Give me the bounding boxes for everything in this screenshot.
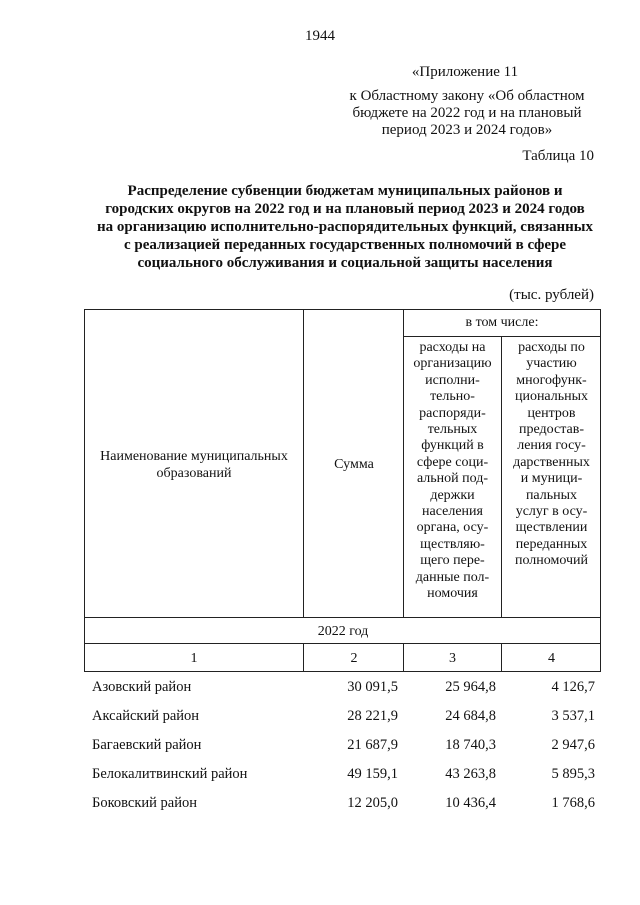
column-header-sum: Сумма bbox=[334, 457, 374, 472]
row-name: Боковский район bbox=[92, 795, 197, 811]
grid-line-right bbox=[600, 309, 601, 672]
column-header-executive-functions bbox=[404, 340, 501, 603]
page-number: 1944 bbox=[305, 28, 335, 44]
table-row bbox=[0, 766, 640, 786]
column-number: 4 bbox=[548, 651, 555, 666]
row-name: Багаевский район bbox=[92, 737, 202, 753]
appendix-desc-line: бюджете на 2022 год и на плановый bbox=[352, 105, 582, 121]
header-line: предостав- bbox=[519, 422, 584, 438]
row-sum: 49 159,1 bbox=[347, 766, 398, 782]
row-executive-functions: 25 964,8 bbox=[445, 679, 496, 695]
header-line: ления госу- bbox=[517, 438, 586, 454]
header-line: держки bbox=[430, 487, 475, 503]
row-executive-functions: 24 684,8 bbox=[445, 708, 496, 724]
row-mfc-services: 3 537,1 bbox=[551, 708, 595, 724]
grid-line-including bbox=[403, 336, 601, 337]
table-row bbox=[0, 708, 640, 728]
row-mfc-services: 4 126,7 bbox=[551, 679, 595, 695]
header-line: данные пол- bbox=[415, 569, 490, 585]
row-sum: 30 091,5 bbox=[347, 679, 398, 695]
appendix-desc-line: к Областному закону «Об областном bbox=[349, 88, 585, 104]
row-sum: 28 221,9 bbox=[347, 708, 398, 724]
grid-line-col3-lower bbox=[501, 643, 502, 672]
title-line: на организацию исполнительно-распорядительных функций, связанных bbox=[96, 219, 594, 235]
header-line: организацию bbox=[413, 356, 492, 372]
row-mfc-services: 1 768,6 bbox=[551, 795, 595, 811]
header-line: циональных bbox=[514, 389, 589, 405]
header-line: образований bbox=[156, 466, 232, 481]
row-mfc-services: 2 947,6 bbox=[551, 737, 595, 753]
units-label: (тыс. рублей) bbox=[509, 287, 594, 303]
header-line: альной под- bbox=[416, 471, 489, 487]
header-line: Наименование муниципальных bbox=[100, 449, 288, 464]
column-number: 2 bbox=[350, 651, 358, 666]
header-line: населения bbox=[422, 504, 483, 520]
row-name: Аксайский район bbox=[92, 708, 200, 724]
grid-line-col3-upper bbox=[501, 336, 502, 618]
header-line: многофунк- bbox=[516, 372, 587, 388]
appendix-desc-line: период 2023 и 2024 годов» bbox=[381, 122, 553, 138]
header-line: органа, осу- bbox=[416, 520, 489, 536]
row-name: Белокалитвинский район bbox=[92, 766, 248, 782]
header-line: центров bbox=[527, 405, 576, 421]
table-label: Таблица 10 bbox=[522, 148, 594, 164]
header-line: и муници- bbox=[520, 471, 583, 487]
grid-line-left bbox=[84, 309, 85, 672]
grid-line-col1-upper bbox=[303, 309, 304, 618]
header-line: номочия bbox=[427, 586, 478, 602]
header-line: функций в bbox=[421, 438, 484, 454]
grid-line-before-year bbox=[84, 617, 601, 618]
title-line: социального обслуживания и социальной защиты населения bbox=[137, 255, 553, 271]
appendix-title: «Приложение 11 bbox=[411, 64, 519, 80]
grid-line-col1-lower bbox=[303, 643, 304, 672]
header-line: ществлении bbox=[515, 520, 588, 536]
header-line: тельных bbox=[427, 422, 478, 438]
row-executive-functions: 18 740,3 bbox=[445, 737, 496, 753]
table-row bbox=[0, 795, 640, 815]
appendix-description bbox=[322, 88, 612, 139]
document-title bbox=[80, 182, 610, 272]
year-row: 2022 год bbox=[317, 624, 369, 639]
column-header-name bbox=[86, 448, 302, 482]
header-line: сфере соци- bbox=[416, 454, 489, 470]
header-line: участию bbox=[526, 356, 577, 372]
row-executive-functions: 43 263,8 bbox=[445, 766, 496, 782]
header-line: тельно- bbox=[430, 389, 475, 405]
header-line: ществляю- bbox=[420, 536, 485, 552]
grid-line-top bbox=[84, 309, 601, 310]
header-line: дарственных bbox=[513, 454, 590, 470]
row-name: Азовский район bbox=[92, 679, 192, 695]
header-line: расходы на bbox=[419, 340, 486, 355]
row-executive-functions: 10 436,4 bbox=[445, 795, 496, 811]
title-line: с реализацией переданных государственных полномочий в сфере bbox=[123, 237, 566, 253]
column-header-including: в том числе: bbox=[465, 315, 539, 330]
row-sum: 21 687,9 bbox=[347, 737, 398, 753]
title-line: Распределение субвенции бюджетам муниципальных районов и bbox=[127, 183, 563, 199]
grid-line-after-year bbox=[84, 643, 601, 644]
row-sum: 12 205,0 bbox=[347, 795, 398, 811]
table-row bbox=[0, 737, 640, 757]
grid-line-bottom bbox=[84, 671, 601, 672]
header-line: щего пере- bbox=[420, 553, 485, 569]
header-line: переданных bbox=[515, 536, 588, 552]
header-line: полномочий bbox=[514, 553, 589, 569]
header-line: распоряди- bbox=[419, 405, 486, 421]
table-row bbox=[0, 679, 640, 699]
title-line: городских округов на 2022 год и на плановый период 2023 и 2024 годов bbox=[105, 201, 585, 217]
column-number: 1 bbox=[190, 651, 198, 666]
header-line: услуг в осу- bbox=[515, 504, 588, 520]
header-line: расходы по bbox=[518, 340, 585, 355]
row-mfc-services: 5 895,3 bbox=[551, 766, 595, 782]
column-number: 3 bbox=[449, 651, 456, 666]
column-header-mfc-services bbox=[503, 340, 600, 570]
header-line: пальных bbox=[525, 487, 578, 503]
header-line: исполни- bbox=[425, 372, 480, 388]
